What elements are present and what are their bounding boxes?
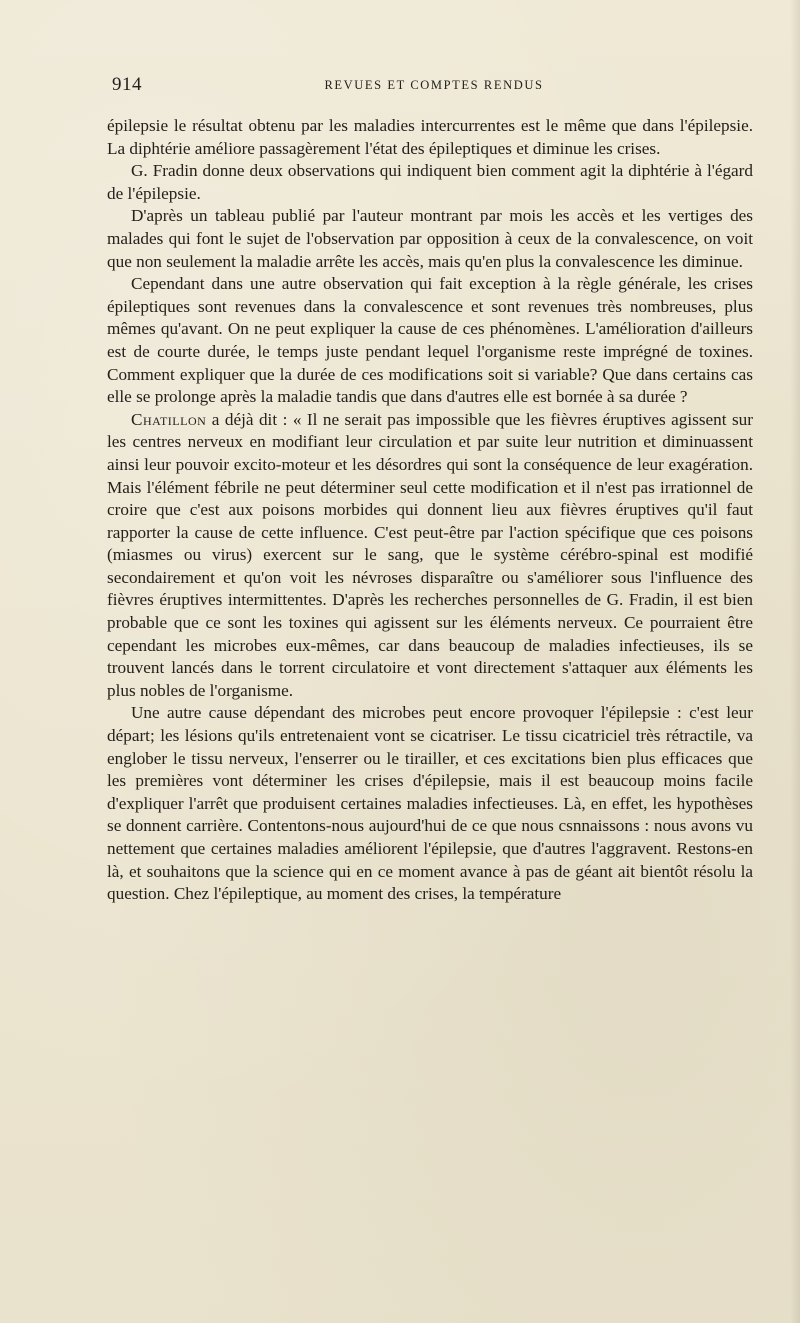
paragraph: Cependant dans une autre observation qui fait exception à la règle générale, les crises épileptiques sont revenues dans la convalescence et sont revenues très nombreuses, plus mêmes qu'avant. On ne peut expliquer la cause de ces phénomènes. L'amélioration d'ailleurs est de courte durée, le temps juste pendant lequel l'organisme reste imprégné de toxines. Comment expliquer que la durée de ces modifications soit si variable? Que dans certains cas elle se prolonge après la maladie tandis que dans d'autres elle est bornée à sa durée ? [107,274,753,407]
paragraph: épilepsie le résultat obtenu par les maladies intercurrentes est le même que dans l'épilepsie. La diphtérie améliore passagèrement l'état des épileptiques et diminue les crises. [107,116,753,158]
article-body [107,115,753,906]
running-title: REVUES ET COMPTES RENDUS [324,78,544,92]
page-header [112,74,756,100]
paragraph-text: a déjà dit : « Il ne serait pas impossible que les fièvres éruptives agissent sur les centres nerveux en modifiant leur circulation et par suite leur nutrition et diminuassent ainsi leur pouvoir excito-moteur et les désordres qui sont la conséquence de leur exagération. Mais l'élément fébrile ne peut déterminer seul cette modification et il n'est pas irrationnel de croire que c'est aux poisons morbides qui donnent lieu aux fièvres éruptives qu'il faut rapporter la cause de cette influence. C'est peut-être par l'action spécifique que ces poisons (miasmes ou virus) exercent sur le sang, que le système cérébro-spinal est modifié secondairement et qu'on voit les névroses disparaître ou s'améliorer sous l'influence des fièvres éruptives intermittentes. D'après les recherches personnelles de G. Fradin, il est bien probable que ce sont les toxines qui agissent sur les éléments nerveux. Ce pourraient être cependant les microbes eux-mêmes, car dans beaucoup de maladies infectieuses, ils se trouvent lancés dans le torrent circulatoire et vont directement s'attaquer aux éléments les plus nobles de l'organisme. [107,409,753,700]
page-number: 914 [112,74,142,95]
paragraph [107,409,753,703]
paragraph: G. Fradin donne deux observations qui indiquent bien comment agit la diphtérie à l'égard de l'épilepsie. [107,161,753,203]
paragraph: D'après un tableau publié par l'auteur montrant par mois les accès et les vertiges des malades qui font le sujet de l'observation par opposition à ceux de la convalescence, on voit que non seulement la maladie arrête les accès, mais qu'en plus la convalescence les diminue. [107,206,753,271]
author-name: Chatillon [131,409,207,429]
page-edge-shadow [790,0,800,1323]
paragraph: Une autre cause dépendant des microbes peut encore provoquer l'épilepsie : c'est leur départ; les lésions qu'ils entretenaient vont se cicatriser. Le tissu cicatriciel très rétractile, va englober le tissu nerveux, l'enserrer ou le tirailler, et ces excitations bien plus efficaces que les premières vont déterminer les crises d'épilepsie, mais il est beaucoup moins facile d'expliquer l'arrêt que produisent certaines maladies infectieuses. Là, en effet, les hypothèses se donnent carrière. Contentons-nous aujourd'hui de ce que nous csnnaissons : nous avons vu nettement que certaines maladies améliorent l'épilepsie, que d'autres l'aggravent. Restons-en là, et souhaitons que la science qui en ce moment avance à pas de géant ait bientôt résolu la question. Chez l'épileptique, au moment des crises, la température [107,703,753,904]
